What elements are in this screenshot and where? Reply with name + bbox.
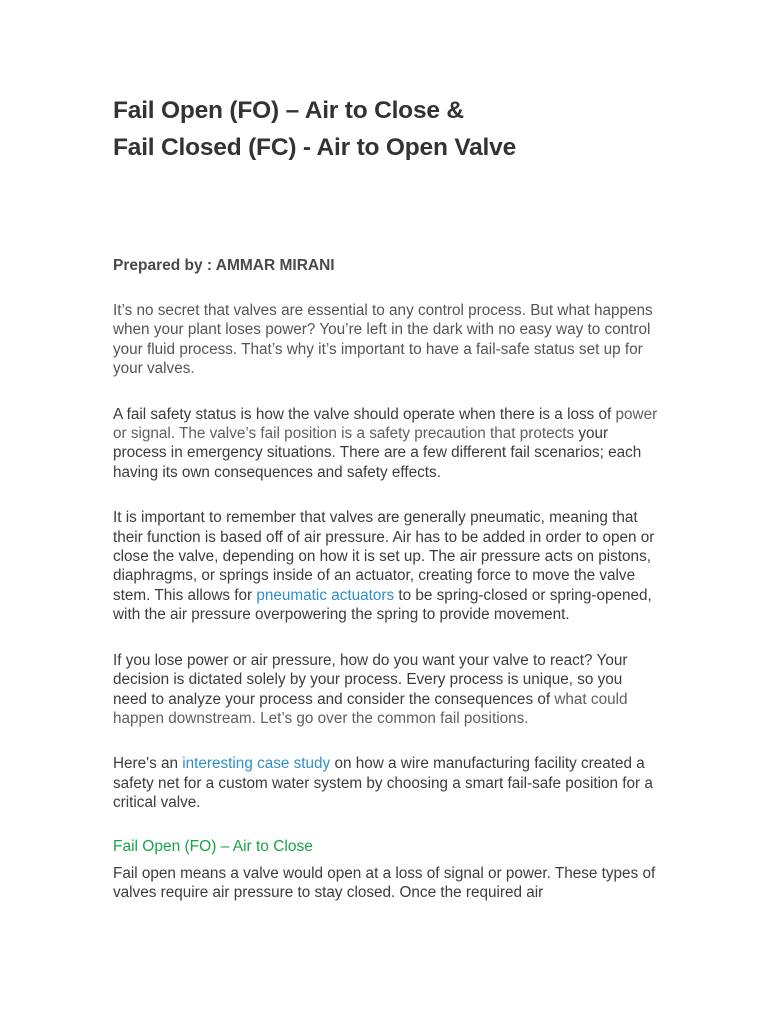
paragraph-case-study-part-1: Here's an xyxy=(113,755,183,773)
paragraph-intro: It’s no secret that valves are essential to any control process. But what happens when your plant loses power? You’re left in the dark with no easy way to control your fluid process. That’s why it’s important to have a fail-safe status set up for your valves. xyxy=(113,302,653,378)
paragraph-fail-open: Fail open means a valve would open at a loss of signal or power. These types of valves require air pressure to stay closed. Once the required air xyxy=(113,864,656,901)
document-title xyxy=(113,92,658,166)
paragraph-pneumatic xyxy=(113,508,658,624)
paragraph-lose-power-part-2: what could happen downstream. Let’s go over the common fail positions. xyxy=(113,690,628,727)
document-page xyxy=(113,92,658,902)
case-study-link[interactable]: interesting case study xyxy=(182,755,331,773)
paragraph-pneumatic-part-1: It is important to remember that valves are generally pneumatic, meaning that their function is based off of air pressure. Air has to be added in order to open or close the valve, depending on how it is set up. The air pressure acts on pistons, diaphragms, or springs inside of an actuator, creating force to move the valve stem. This allows for xyxy=(113,509,655,604)
paragraph-fail-safety-part-3: your process in emergency situations. There are a few different fail scenarios; each having its own consequences and safety effects. xyxy=(113,425,642,481)
section-heading-fail-open: Fail Open (FO) – Air to Close xyxy=(113,837,313,855)
pneumatic-actuators-link[interactable]: pneumatic actuators xyxy=(256,586,395,604)
paragraph-case-study-part-2: on how a wire manufacturing facility created a safety net for a custom water system by choosing a smart fail-safe position for a critical valve. xyxy=(113,755,653,812)
paragraph-lose-power xyxy=(113,651,658,729)
prepared-by: Prepared by : AMMAR MIRANI xyxy=(113,257,335,274)
title-line-2: Fail Closed (FC) - Air to Open Valve xyxy=(113,134,517,161)
paragraph-lose-power-part-1: If you lose power or air pressure, how do you want your valve to react? Your decision is dictated solely by your process. Every process is unique, so you need to analyze your process and consider the consequences of xyxy=(113,651,628,708)
title-line-1: Fail Open (FO) – Air to Close & xyxy=(113,97,464,124)
paragraph-pneumatic-part-2: to be spring-closed or spring-opened, with the air pressure overpowering the spring to provide movement. xyxy=(113,586,652,624)
paragraph-fail-safety-part-1: A fail safety status is how the valve should operate when there is a loss of xyxy=(113,405,616,423)
paragraph-fail-safety xyxy=(113,405,658,483)
paragraph-case-study xyxy=(113,754,658,812)
paragraph-fail-safety-part-2: power or signal. The valve’s fail position is a safety precaution that protects xyxy=(113,405,658,443)
